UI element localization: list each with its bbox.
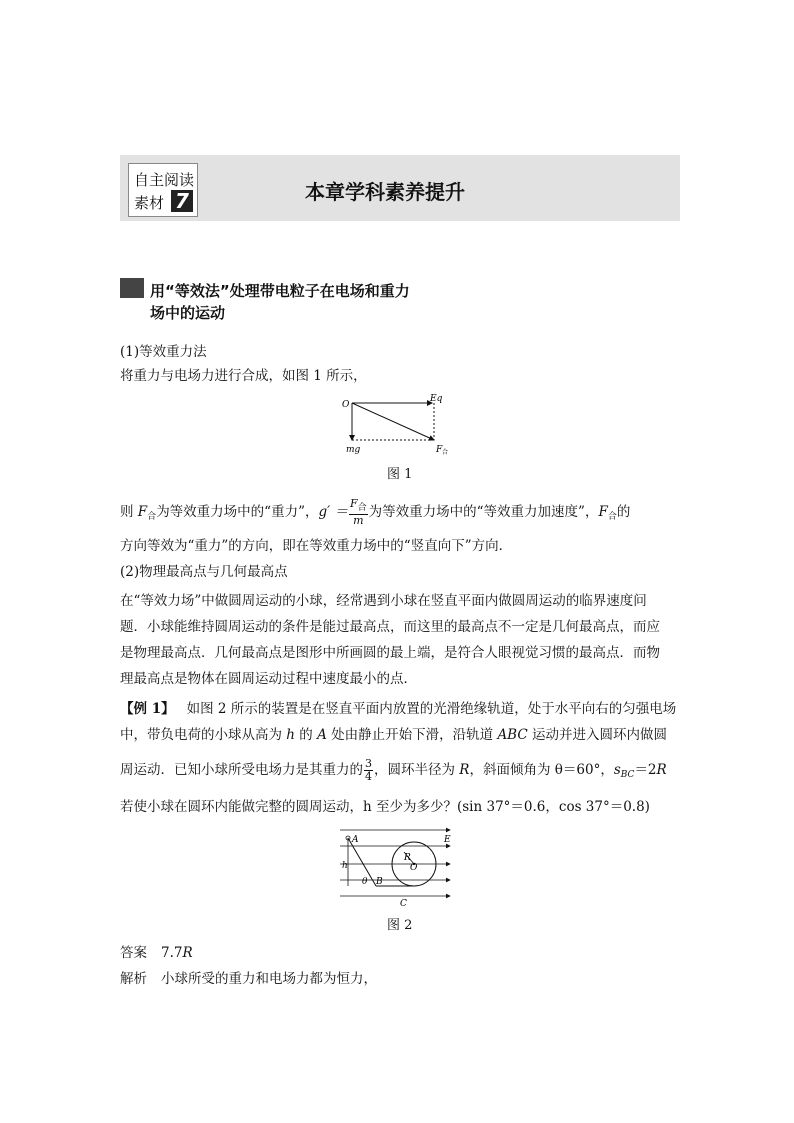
fig1-label-f: F — [436, 445, 443, 455]
answer-line — [120, 943, 193, 963]
para1-t2: 为等效重力场中的“重力”， — [156, 504, 319, 520]
para1-line1 — [120, 498, 630, 527]
example-line3d: ＝2 — [634, 762, 657, 778]
example-line2b: 的 — [295, 727, 318, 743]
section-marker-icon — [120, 278, 144, 298]
para1-t1: 则 — [120, 504, 138, 520]
example-R: R — [459, 762, 470, 778]
para1-line2: 方向等效为“重力”的方向，即在等效重力场中的“竖直向下”方向． — [120, 538, 513, 554]
para1-t4: 的 — [616, 504, 631, 520]
fig2-label-e: E — [444, 835, 451, 845]
example-line3 — [120, 758, 667, 785]
para1-frac-num-sub: 合 — [357, 503, 367, 513]
fig2-label-a: A — [352, 835, 359, 845]
example-line3b: ，圆环半径为 — [374, 762, 460, 778]
answer-unit: R — [182, 945, 193, 961]
para1-t3: 为等效重力场中的“等效重力加速度”， — [368, 504, 599, 520]
part2-line3: 是物理最高点．几何最高点是图形中所画圆的最上端，是符合人眼视觉习惯的最高点．而物 — [120, 645, 660, 661]
part2-line2: 题．小球能维持圆周运动的条件是能过最高点，而这里的最高点不一定是几何最高点，而应 — [120, 619, 660, 635]
para1-F2: F — [598, 504, 608, 520]
analysis-line — [120, 969, 377, 989]
vector-f-resultant — [352, 403, 434, 440]
fig2-label-o: O — [410, 863, 418, 873]
figure-2-caption: 图 2 — [387, 918, 413, 933]
para1-sub2: 合 — [607, 512, 617, 522]
para1-frac-num: F — [350, 497, 358, 510]
figure-1-caption: 图 1 — [387, 467, 413, 482]
fig2-label-r: R — [404, 853, 411, 863]
fig1-label-mg: mg — [346, 445, 361, 455]
example-s: s — [613, 762, 621, 778]
figure-1 — [340, 390, 460, 458]
example-line2d: 运动并进入圆环内做圆 — [527, 727, 667, 743]
figure-2 — [338, 824, 458, 910]
example-line3c: ，斜面倾角为 θ＝60°， — [469, 762, 614, 778]
example-line2 — [120, 725, 667, 745]
example-tag: 【例 1】 — [120, 701, 175, 717]
example-s-sub: BC — [620, 770, 635, 780]
example-h: h — [286, 727, 295, 743]
section-title-line1: 用“等效法”处理带电粒子在电场和重力 — [150, 282, 410, 300]
para1-fraction — [349, 498, 368, 527]
example-line1-text: 如图 2 所示的装置是在竖直平面内放置的光滑绝缘轨道，处于水平向右的匀强电场 — [186, 701, 677, 717]
part2-heading: (2)物理最高点与几何最高点 — [120, 564, 288, 580]
answer-value: 7.7 — [161, 945, 183, 961]
para1-g: g′ ＝ — [318, 504, 348, 520]
example-R2: R — [656, 762, 667, 778]
badge-number: 7 — [171, 190, 193, 212]
part2-line1: 在“等效力场”中做圆周运动的小球，经常遇到小球在竖直平面内做圆周运动的临界速度问 — [120, 593, 647, 609]
fig2-label-h: h — [342, 861, 348, 871]
analysis-label: 解析 — [120, 971, 147, 987]
chapter-title: 本章学科素养提升 — [305, 180, 465, 204]
badge-line1: 自主阅读 — [134, 171, 195, 189]
para1-sub: 合 — [147, 512, 157, 522]
part1-intro: 将重力与电场力进行合成，如图 1 所示， — [120, 368, 367, 384]
part1-heading: (1)等效重力法 — [120, 344, 207, 360]
fig1-label-eq: Eq — [430, 394, 443, 404]
example-frac-num: 3 — [365, 757, 372, 770]
example-line3a: 周运动．已知小球所受电场力是其重力的 — [120, 762, 363, 778]
fig2-label-b: B — [376, 877, 383, 887]
example-line1 — [120, 699, 676, 719]
answer-label: 答案 — [120, 945, 147, 961]
example-fraction — [364, 758, 373, 783]
section-title — [150, 280, 410, 324]
example-frac-den: 4 — [365, 770, 372, 783]
example-line2a: 中，带负电荷的小球从高为 — [120, 727, 287, 743]
badge-line2: 素材 — [134, 194, 165, 212]
example-A: A — [317, 727, 327, 743]
part2-line4: 理最高点是物体在圆周运动过程中速度最小的点． — [120, 671, 417, 687]
section-title-line2: 场中的运动 — [150, 304, 226, 322]
fig1-label-o: O — [342, 400, 350, 410]
fig1-label-f-sub: 合 — [442, 449, 449, 456]
para1-F: F — [137, 504, 148, 520]
example-line4: 若使小球在圆环内能做完整的圆周运动，h 至少为多少？(sin 37°＝0.6，cos 37°＝0.8) — [120, 799, 650, 815]
example-ABC: ABC — [497, 727, 528, 743]
reading-badge — [128, 163, 198, 217]
example-line2c: 处由静止开始下滑，沿轨道 — [326, 727, 498, 743]
fig2-label-theta: θ — [362, 877, 368, 887]
fig2-label-c: C — [400, 899, 407, 909]
analysis-text: 小球所受的重力和电场力都为恒力， — [161, 971, 377, 987]
para1-frac-den: m — [353, 514, 364, 527]
